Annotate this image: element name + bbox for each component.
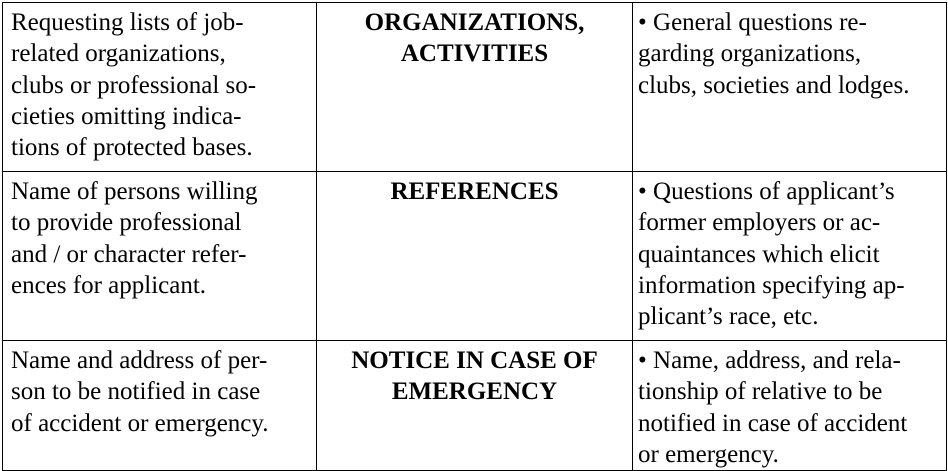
table-row-organizations [3, 3, 947, 172]
category-cell [317, 341, 633, 471]
inquiry-text [633, 341, 946, 470]
bullet-icon: • [638, 347, 647, 374]
inquiry-cell [633, 341, 947, 471]
allowed-cell [3, 341, 317, 471]
allowed-text: Name and address of per- son to be notified in case of accident or emergency. [11, 347, 269, 437]
inquiry-body: General questions re- garding organizations, clubs, societies and lodges. [638, 9, 910, 99]
inquiry-cell [633, 172, 947, 341]
category-heading: NOTICE IN CASE OF EMERGENCY [351, 347, 598, 405]
allowed-cell [3, 3, 317, 172]
inquiry-text [633, 3, 946, 101]
inquiry-cell [633, 3, 947, 172]
inquiry-body: Name, address, and rela- tionship of relative to be notified in case of accident or emergency. [638, 347, 908, 468]
table-row-references [3, 172, 947, 341]
allowed-text: Requesting lists of job- related organizations, clubs or professional so- cieties omitting indica- tions of protected bases. [11, 9, 257, 162]
inquiry-text [633, 172, 946, 332]
table-row-emergency-notice [3, 341, 947, 471]
category-cell [317, 3, 633, 172]
bullet-icon: • [638, 178, 647, 205]
category-heading: ORGANIZATIONS, ACTIVITIES [364, 9, 585, 67]
allowed-text: Name of persons willing to provide professional and / or character refer- ences for applicant. [11, 178, 258, 299]
category-cell [317, 172, 633, 341]
allowed-cell [3, 172, 317, 341]
category-heading: REFERENCES [390, 178, 559, 205]
inquiry-body: Questions of applicant’s former employers or ac- quaintances which elicit information specifying ap- plicant’s race, etc. [638, 178, 905, 331]
bullet-icon: • [638, 9, 647, 36]
inquiry-guidelines-table [2, 2, 947, 471]
